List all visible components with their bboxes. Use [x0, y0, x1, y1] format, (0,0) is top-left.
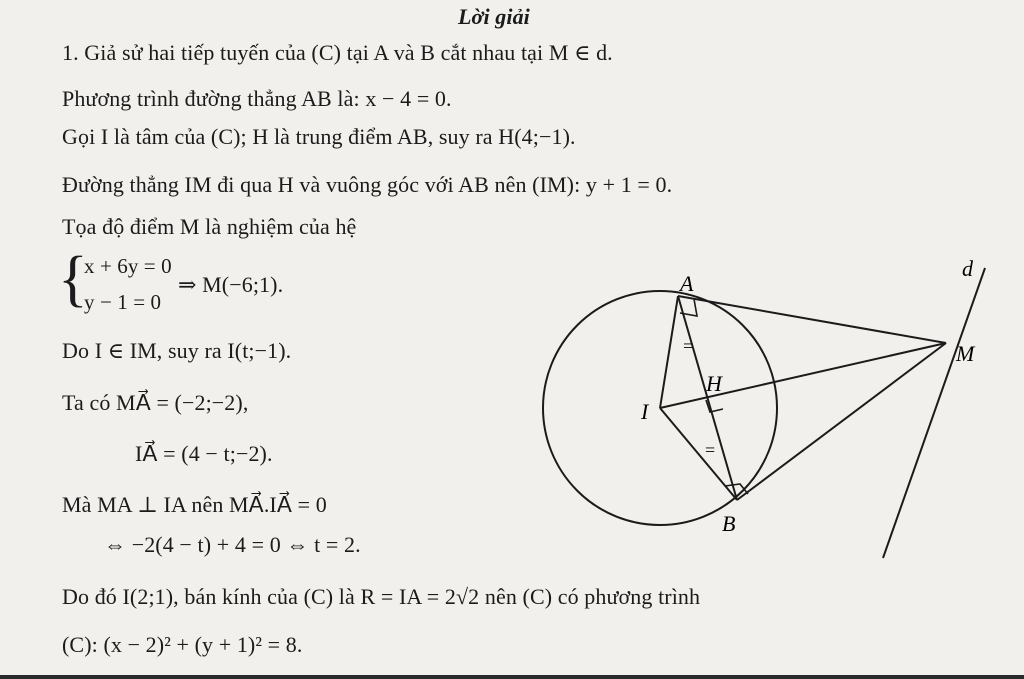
- label-i: I: [641, 399, 649, 424]
- system-intro-line: Tọa độ điểm M là nghiệm của hệ: [62, 214, 357, 239]
- tick-mark-ah: =: [683, 336, 694, 356]
- midpoint-h-line: Gọi I là tâm của (C); H là trung điểm AB, suy ra H(4;−1).: [62, 124, 576, 149]
- bottom-edge-bar: [0, 675, 1024, 679]
- point-i-param-line: Do I ∈ IM, suy ra I(t;−1).: [62, 338, 292, 363]
- system-result: ⇒ M(−6;1).: [178, 272, 284, 297]
- vector-ma-line: Ta có MA⃗ = (−2;−2),: [62, 390, 249, 415]
- perpendicular-condition-line: Mà MA ⊥ IA nên MA⃗.IA⃗ = 0: [62, 492, 327, 517]
- label-m: M: [956, 341, 975, 366]
- segment-ia: [660, 296, 678, 408]
- system-brace: {: [58, 245, 88, 313]
- circle-equation-line: (C): (x − 2)² + (y + 1)² = 8.: [62, 632, 303, 657]
- line-im-equation: Đường thẳng IM đi qua H và vuông góc với AB nên (IM): y + 1 = 0.: [62, 172, 673, 197]
- label-b: B: [722, 511, 736, 536]
- system-equation-1: x + 6y = 0: [84, 254, 172, 278]
- label-d: d: [962, 256, 973, 281]
- label-a: A: [680, 271, 694, 296]
- step-1-line: 1. Giả sử hai tiếp tuyến của (C) tại A và B cắt nhau tại M ∈ d.: [62, 40, 613, 65]
- solution-title: Lời giải: [458, 4, 530, 29]
- vector-ia-line: IA⃗ = (4 − t;−2).: [135, 441, 273, 466]
- line-ab-equation: Phương trình đường thẳng AB là: x − 4 = 0.: [62, 86, 452, 111]
- solve-t-line: ⇔ −2(4 − t) + 4 = 0 ⇔ t = 2.: [104, 532, 361, 557]
- label-h: H: [706, 371, 722, 396]
- tangent-am: [678, 296, 946, 343]
- system-equation-2: y − 1 = 0: [84, 290, 162, 314]
- right-angle-a: [680, 299, 697, 316]
- line-d: [883, 268, 985, 558]
- radius-line: Do đó I(2;1), bán kính của (C) là R = IA = 2√2 nên (C) có phương trình: [62, 584, 701, 609]
- tick-mark-hb: =: [705, 440, 716, 460]
